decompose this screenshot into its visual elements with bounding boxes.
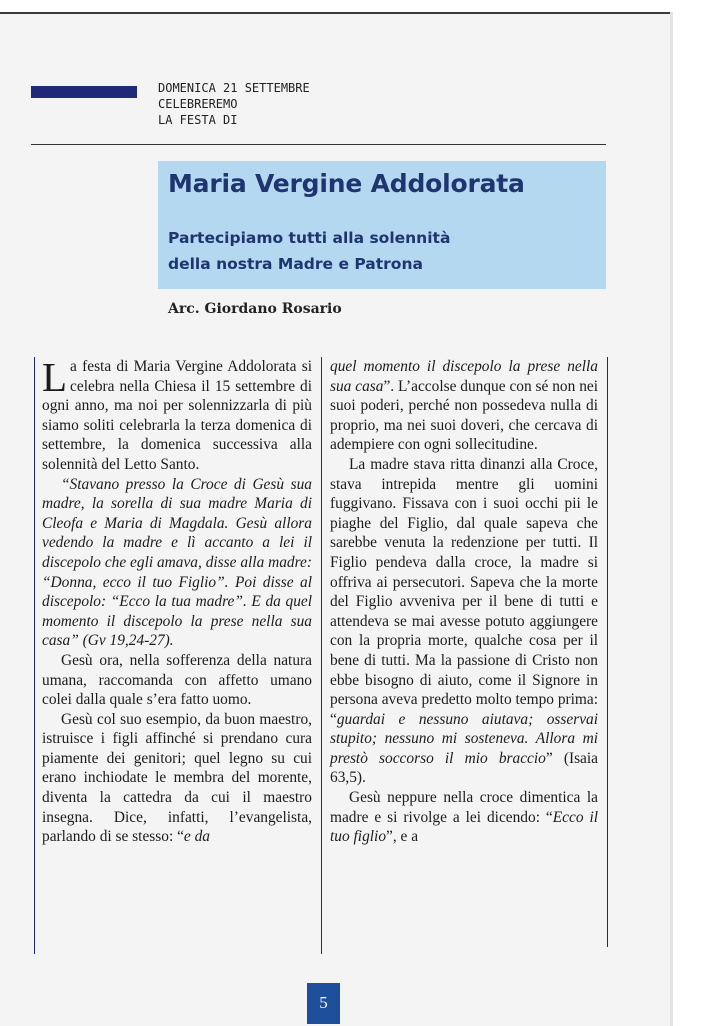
paragraph bbox=[42, 710, 312, 847]
kicker-line: LA FESTA DI bbox=[158, 113, 238, 127]
title-box bbox=[158, 161, 606, 289]
paragraph bbox=[330, 357, 598, 455]
quote-text: Ecco il tuo figlio bbox=[330, 808, 598, 846]
article-column-2 bbox=[330, 357, 598, 847]
drop-cap: L bbox=[42, 354, 68, 400]
paragraph-text: a festa di Maria Vergine Addolorata si celebra nella Chiesa il 15 settembre di ogni anno, ma noi per solennizzarla di più siamo soliti celebrarla la terza domenica di settembre, la domenica successiva alla solennità del Letto Santo. bbox=[42, 358, 312, 473]
article-subtitle bbox=[168, 225, 450, 277]
paragraph bbox=[330, 455, 598, 788]
paragraph bbox=[330, 788, 598, 847]
column-rule-left bbox=[34, 357, 35, 954]
kicker-line: CELEBREREMO bbox=[158, 97, 238, 111]
header-divider bbox=[31, 144, 606, 145]
article-author: Arc. Giordano Rosario bbox=[168, 301, 342, 317]
column-rule-middle bbox=[321, 357, 322, 954]
paragraph-quote bbox=[42, 475, 312, 651]
page-number: 5 bbox=[307, 983, 340, 1024]
header-kicker bbox=[158, 80, 310, 128]
paragraph bbox=[42, 354, 312, 475]
quote-text: “Stavano presso la Croce di Gesù sua madre, la sorella di sua madre Maria di Cleofa e Maria di Magdala. Gesù allora vedendo la madre e lì accanto a lei il discepolo che egli amava, disse alla madre: “Donna, ecco il tuo Figlio”. Poi disse al discepolo: “Ecco la tua madre”. E da quel momento il discepolo la prese nella sua casa” (Gv 19,24-27). bbox=[42, 475, 312, 650]
article-title: Maria Vergine Addolorata bbox=[168, 169, 525, 198]
paragraph: Gesù ora, nella sofferenza della natura umana, raccomanda con affetto umano colei dalla quale s’era fatto uomo. bbox=[42, 651, 312, 709]
paragraph-text: La madre stava ritta dinanzi alla Croce, stava intrepida mentre gli uomini fuggivano. Fissava con i suoi occhi pii le piaghe del Figlio, dal quale sapeva che sarebbe venuta la redenzione per tutti. Il Figlio pendeva dalla croce, la madre si offriva ai persecutori. Sapeva che la morte del Figlio avveniva per il bene di tutti e attendeva se mai avesse potuto aggiungere con la propria morte, qualche cosa per il bene di tutti. Ma la passione di Cristo non ebbe bisogno di aiuto, come il Signore in persona aveva predetto molto tempo prima: “ bbox=[330, 455, 598, 728]
citation-text: ” (Isaia 63,5). bbox=[330, 749, 598, 787]
quote-text: quel momento il discepolo la prese nella sua casa bbox=[330, 358, 598, 395]
kicker-line: DOMENICA 21 SETTEMBRE bbox=[158, 81, 310, 95]
quote-text: e da bbox=[183, 828, 210, 846]
article-column-1 bbox=[42, 354, 312, 847]
paragraph-text: Gesù col suo esempio, da buon maestro, istruisce i figli affinché si prendano cura piamente dei genitori; quel legno su cui erano inchiodate le membra del morente, diventa la cattedra da cui il maestro insegna. Dice, infatti, l’evangelista, parlando di se stesso: “ bbox=[42, 710, 312, 846]
column-rule-right bbox=[607, 357, 608, 947]
paragraph-text: Gesù neppure nella croce dimentica la madre e si rivolge a lei dicendo: “ bbox=[330, 789, 598, 826]
header-accent-bar bbox=[31, 86, 137, 98]
subtitle-line: della nostra Madre e Patrona bbox=[168, 255, 423, 273]
paragraph-text: ”, e a bbox=[386, 828, 419, 846]
subtitle-line: Partecipiamo tutti alla solennità bbox=[168, 229, 451, 247]
quote-text: guardai e nessuno aiutava; osservai stupito; nessuno mi sosteneva. Allora mi prestò soccorso il mio braccio bbox=[330, 710, 598, 767]
paragraph-text: ”. L’accolse dunque con sé non nei suoi poderi, perché non possedeva nulla di proprio, ma nei suoi doveri, che cercava di adempiere con ogni sollecitudine. bbox=[330, 377, 598, 454]
